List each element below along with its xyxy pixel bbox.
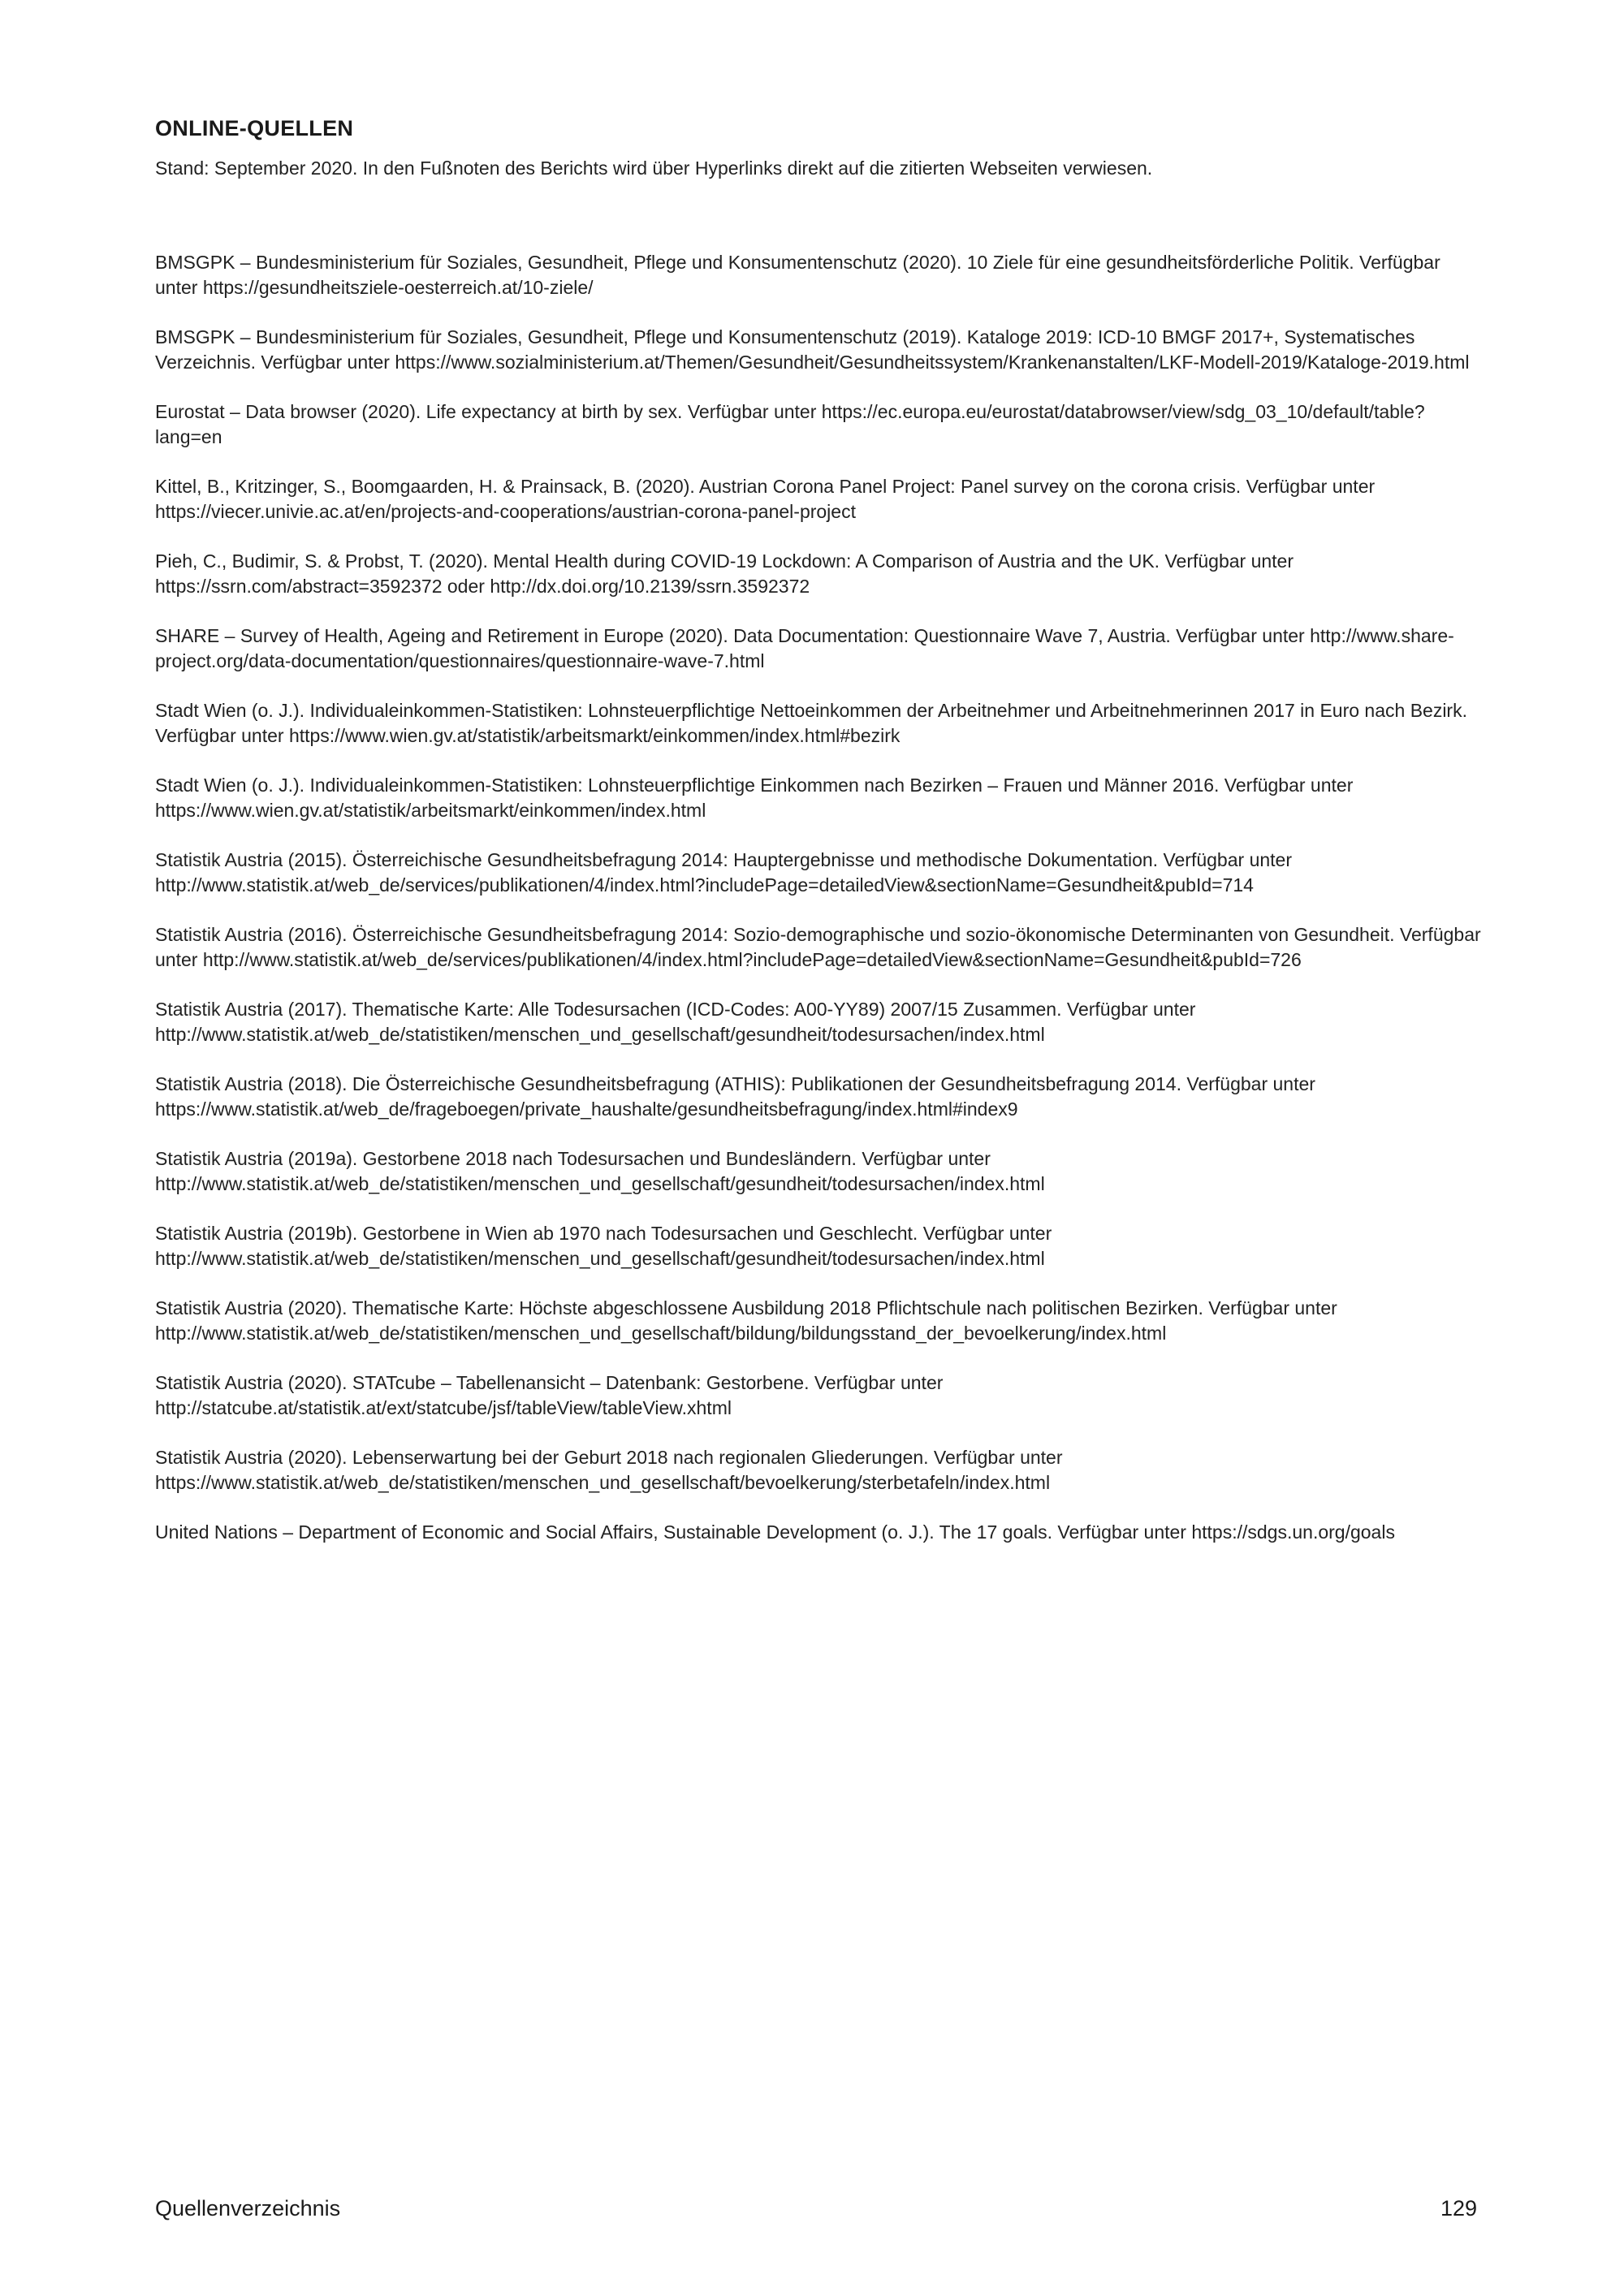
reference-item: SHARE – Survey of Health, Ageing and Retirement in Europe (2020). Data Documentation: Questionnaire Wave 7, Austria. Verfügbar unter http://www.share-project.org/data-documentation/questionnaires/questionnaire-wave-7.html: [155, 625, 1454, 671]
footer-section-name: Quellenverzeichnis: [155, 2196, 341, 2220]
reference-item: Statistik Austria (2019b). Gestorbene in Wien ab 1970 nach Todesursachen und Geschlecht. Verfügbar unter http://www.statistik.at/web_de/statistiken/menschen_und_gesellschaft/gesundheit/todesursachen/index.html: [155, 1223, 1052, 1269]
reference-item: Stadt Wien (o. J.). Individualeinkommen-Statistiken: Lohnsteuerpflichtige Nettoeinkommen der Arbeitnehmer und Arbeitnehmerinnen 2017 in Euro nach Bezirk. Verfügbar unter https://www.wien.gv.at/statistik/arbeitsmarkt/einkommen/index.html#bezirk: [155, 700, 1467, 746]
reference-item: Statistik Austria (2019a). Gestorbene 2018 nach Todesursachen und Bundesländern. Verfügbar unter http://www.statistik.at/web_de/statistiken/menschen_und_gesellschaft/gesundheit/todesursachen/index.html: [155, 1148, 1045, 1194]
reference-item: BMSGPK – Bundesministerium für Soziales, Gesundheit, Pflege und Konsumentenschutz (2020). 10 Ziele für eine gesundheitsförderliche Politik. Verfügbar unter https://gesundheitsziele-oesterreich.at/10-ziele/: [155, 252, 1440, 298]
reference-item: Statistik Austria (2020). Thematische Karte: Höchste abgeschlossene Ausbildung 2018 Pflichtschule nach politischen Bezirken. Verfügbar unter http://www.statistik.at/web_de/statistiken/menschen_und_gesellschaft/bildung/bildungsstand_der_bevoelkerung/index.html: [155, 1297, 1337, 1344]
section-intro: Stand: September 2020. In den Fußnoten des Berichts wird über Hyperlinks direkt auf die zitierten Webseiten verwiesen.: [155, 158, 1153, 179]
reference-item: Kittel, B., Kritzinger, S., Boomgaarden, H. & Prainsack, B. (2020). Austrian Corona Panel Project: Panel survey on the corona crisis. Verfügbar unter https://viecer.univie.ac.at/en/projects-and-cooperations/austrian-corona-panel-project: [155, 476, 1376, 522]
reference-item: Eurostat – Data browser (2020). Life expectancy at birth by sex. Verfügbar unter https://ec.europa.eu/eurostat/databrowser/view/sdg_03_10/default/table?lang=en: [155, 401, 1425, 447]
reference-list: [155, 250, 1487, 1545]
reference-item: Statistik Austria (2018). Die Österreichische Gesundheitsbefragung (ATHIS): Publikationen der Gesundheitsbefragung 2014. Verfügbar unter https://www.statistik.at/web_de/frageboegen/private_haushalte/gesundheitsbefragung/index.html#index9: [155, 1073, 1315, 1120]
page-number: 129: [1440, 2196, 1477, 2220]
content-area: [155, 114, 1487, 1570]
reference-item: Statistik Austria (2015). Österreichische Gesundheitsbefragung 2014: Hauptergebnisse und methodische Dokumentation. Verfügbar unter http://www.statistik.at/web_de/services/publikationen/4/index.html?includePage=detailedView&sectionName=Gesundheit&pubId=714: [155, 849, 1292, 896]
reference-item: BMSGPK – Bundesministerium für Soziales, Gesundheit, Pflege und Konsumentenschutz (2019). Kataloge 2019: ICD-10 BMGF 2017+, Systematisches Verzeichnis. Verfügbar unter https://www.sozialministerium.at/Themen/Gesundheit/Gesundheitssystem/Krankenanstalten/LKF-Modell-2019/Kataloge-2019.html: [155, 326, 1470, 373]
reference-item: Statistik Austria (2017). Thematische Karte: Alle Todesursachen (ICD-Codes: A00-YY89) 2007/15 Zusammen. Verfügbar unter http://www.statistik.at/web_de/statistiken/menschen_und_gesellschaft/gesundheit/todesursachen/index.html: [155, 999, 1196, 1045]
reference-item: Statistik Austria (2020). Lebenserwartung bei der Geburt 2018 nach regionalen Gliederungen. Verfügbar unter https://www.statistik.at/web_de/statistiken/menschen_und_gesellschaft/bevoelkerung/sterbetafeln/index.html: [155, 1447, 1063, 1493]
reference-item: Stadt Wien (o. J.). Individualeinkommen-Statistiken: Lohnsteuerpflichtige Einkommen nach Bezirken – Frauen und Männer 2016. Verfügbar unter https://www.wien.gv.at/statistik/arbeitsmarkt/einkommen/index.html: [155, 775, 1354, 821]
reference-item: Statistik Austria (2016). Österreichische Gesundheitsbefragung 2014: Sozio-demographische und sozio-ökonomische Determinanten von Gesundheit. Verfügbar unter http://www.statistik.at/web_de/services/publikationen/4/index.html?includePage=detailedView&sectionName=Gesundheit&pubId=726: [155, 924, 1481, 970]
reference-item: Pieh, C., Budimir, S. & Probst, T. (2020). Mental Health during COVID-19 Lockdown: A Comparison of Austria and the UK. Verfügbar unter https://ssrn.com/abstract=3592372 oder http://dx.doi.org/10.2139/ssrn.3592372: [155, 550, 1294, 597]
reference-item: United Nations – Department of Economic and Social Affairs, Sustainable Development (o. J.). The 17 goals. Verfügbar unter https://sdgs.un.org/goals: [155, 1521, 1395, 1543]
page-footer: [155, 2194, 1477, 2223]
section-title: ONLINE-QUELLEN: [155, 116, 354, 140]
reference-item: Statistik Austria (2020). STATcube – Tabellenansicht – Datenbank: Gestorbene. Verfügbar unter http://statcube.at/statistik.at/ext/statcube/jsf/tableView/tableView.xhtml: [155, 1372, 944, 1418]
